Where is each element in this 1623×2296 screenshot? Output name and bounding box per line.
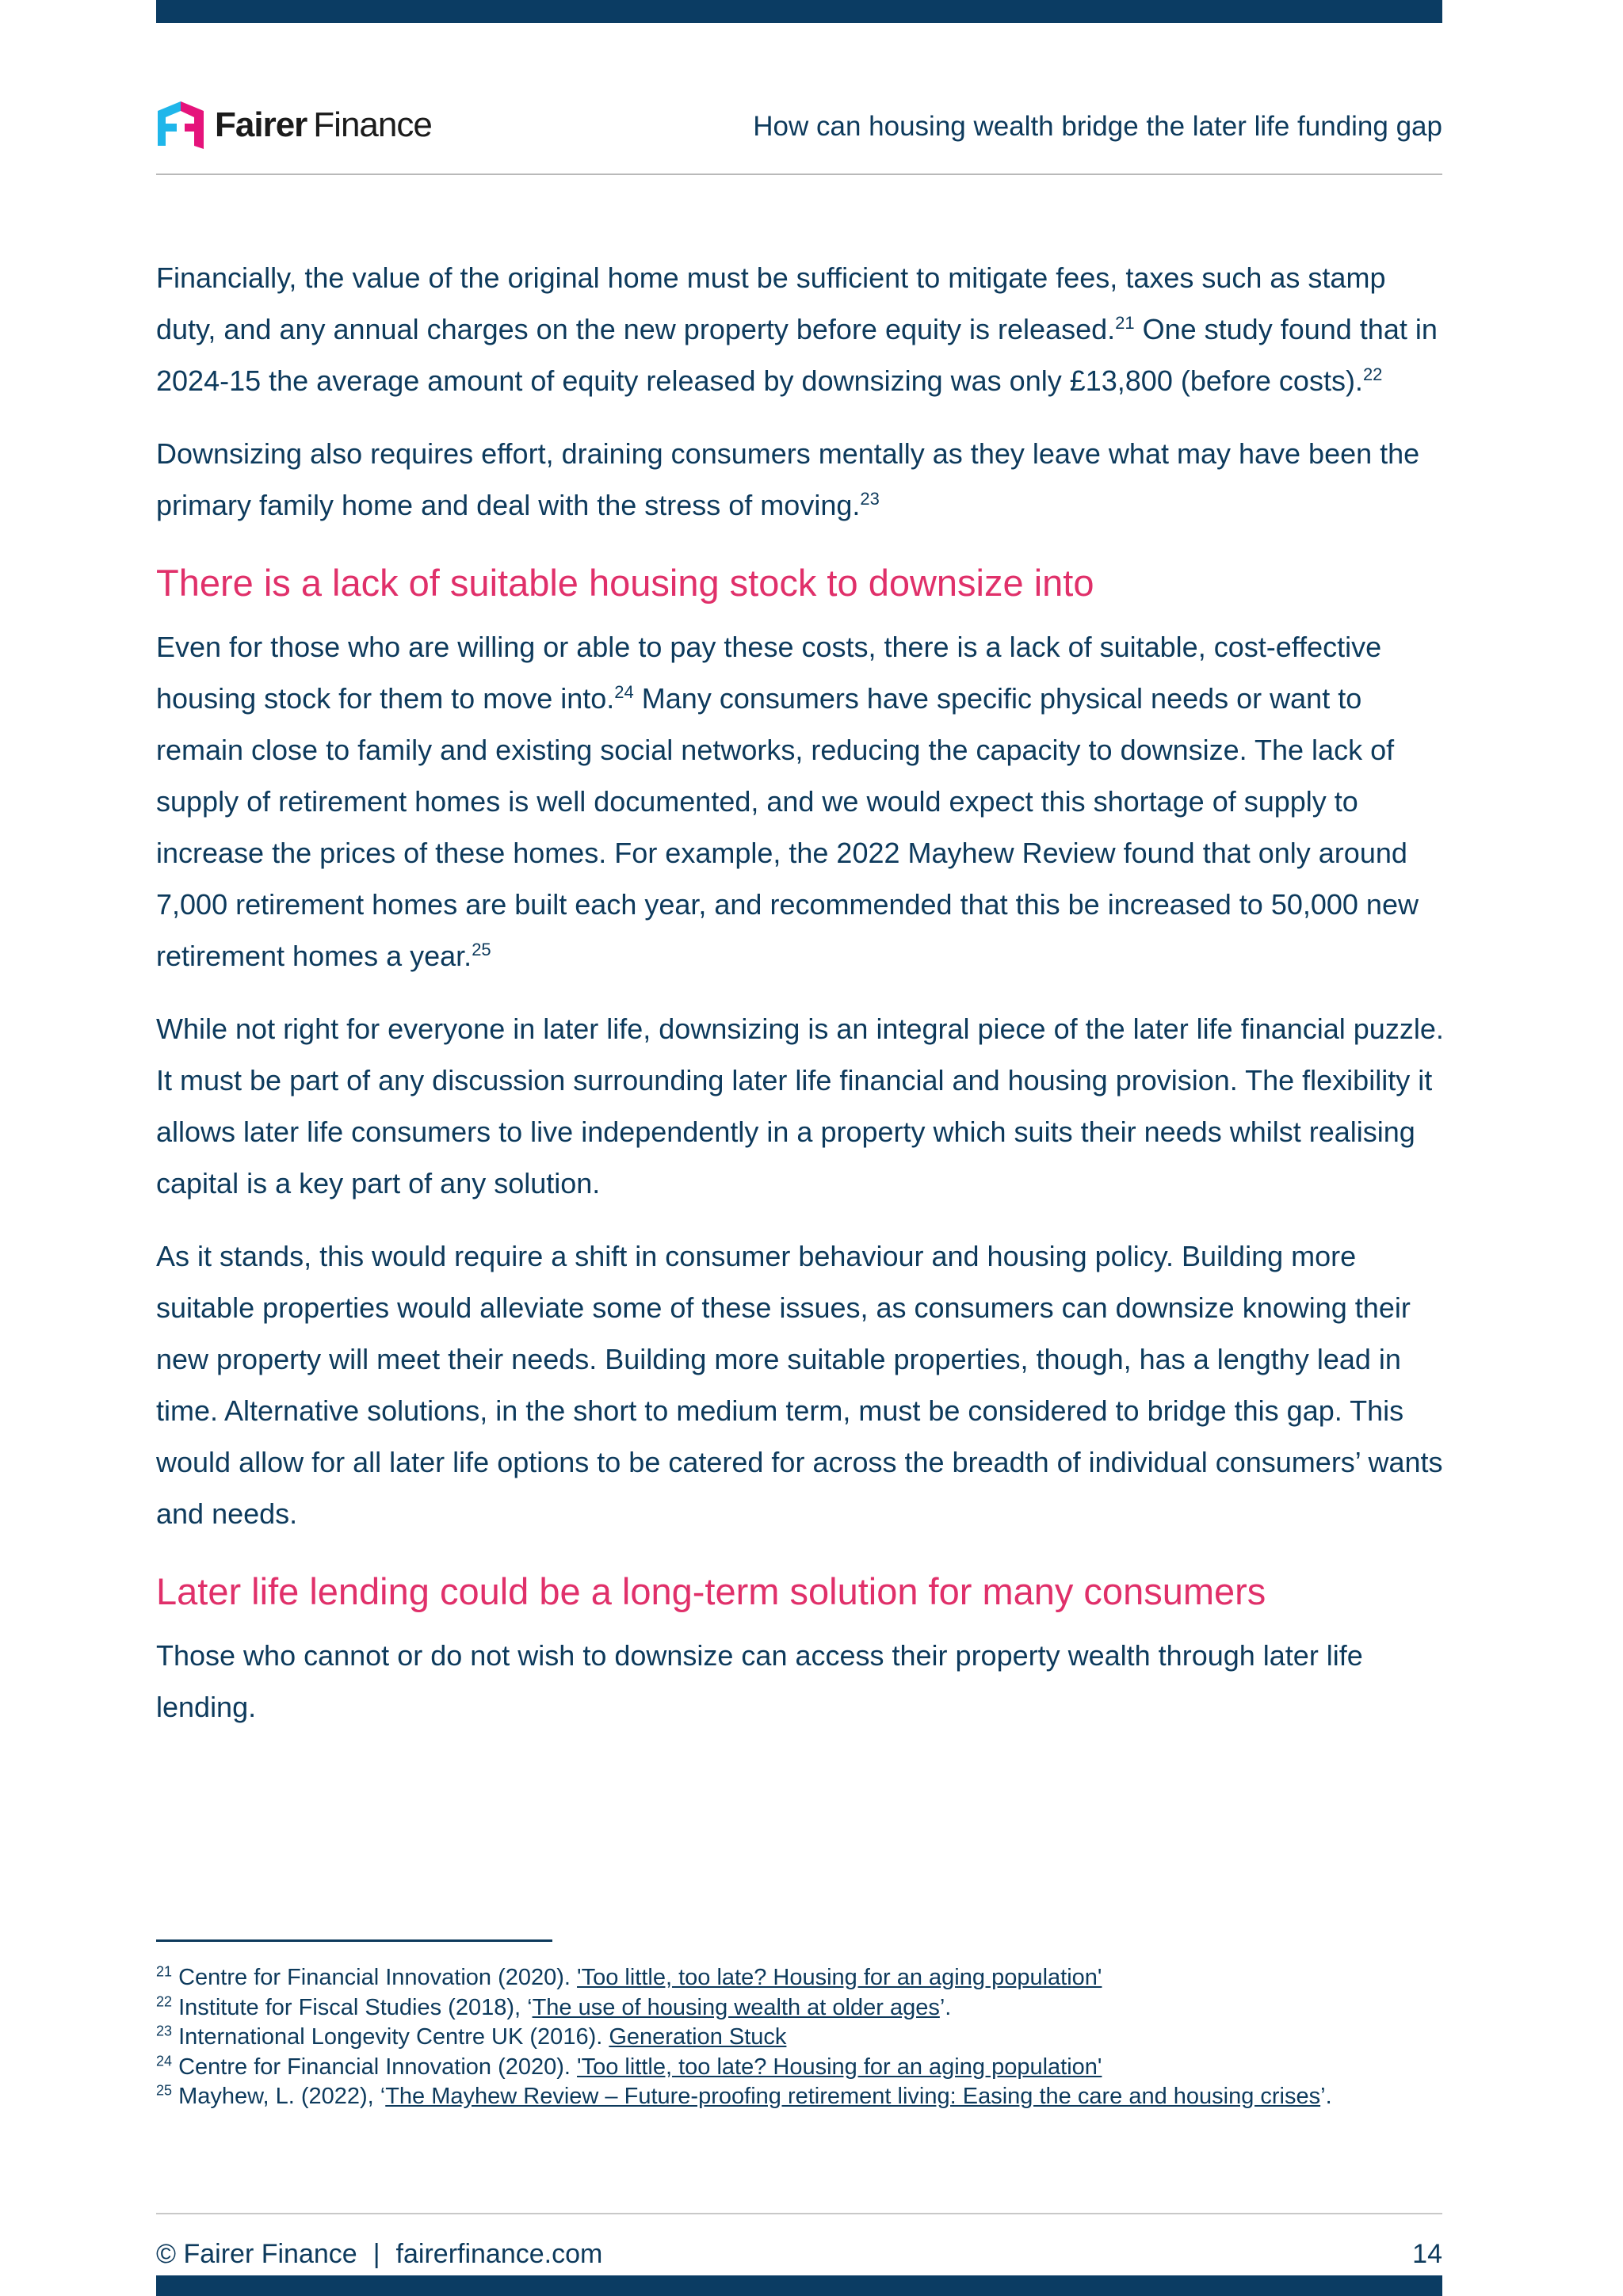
page-number: 14 bbox=[1412, 2239, 1442, 2269]
logo-wordmark bbox=[215, 105, 432, 145]
fairer-finance-logo bbox=[156, 101, 432, 149]
footnote-item bbox=[156, 2023, 1456, 2053]
logo-bold-text: Fairer bbox=[215, 105, 307, 144]
footnote-link[interactable]: 'Too little, too late? Housing for an aging population' bbox=[577, 1965, 1102, 1990]
bottom-brand-bar bbox=[156, 2275, 1442, 2296]
footnote-ref[interactable]: 24 bbox=[614, 682, 634, 702]
footnote-source: Centre for Financial Innovation (2020). bbox=[172, 1965, 578, 1990]
footnote-source: Institute for Fiscal Studies (2018), ‘ bbox=[172, 1994, 533, 2020]
paragraph-3 bbox=[156, 621, 1448, 982]
paragraph-text: Even for those who are willing or able to pay these costs, there is a lack of suitable, cost-effective housing stock for them to move into. bbox=[156, 631, 1382, 715]
paragraph-text: Many consumers have specific physical needs or want to remain close to family and existing social networks, reducing the capacity to downsize. The lack of supply of retirement homes is well documented, and we would expect this shortage of supply to increase the prices of these homes. For example, the 2022 Mayhew Review found that only around 7,000 retirement homes are built each year, and recommended that this be increased to 50,000 new retirement homes a year. bbox=[156, 682, 1419, 972]
footnote-ref[interactable]: 21 bbox=[1115, 313, 1135, 333]
ff-logo-mark-icon bbox=[156, 101, 205, 149]
footnote-divider bbox=[156, 1939, 552, 1942]
footnote-number: 23 bbox=[156, 2023, 173, 2039]
paragraph-text: Financially, the value of the original home must be sufficient to mitigate fees, taxes such as stamp duty, and any annual charges on the new property before equity is released. bbox=[156, 261, 1386, 345]
logo-light-text: Finance bbox=[313, 105, 432, 144]
paragraph-text: One study found that in 2024-15 the average amount of equity released by downsizing was only £13,800 (before costs). bbox=[156, 313, 1438, 397]
paragraph-1 bbox=[156, 252, 1448, 406]
footnote-suffix: ’. bbox=[939, 1994, 952, 2020]
footnote-number: 22 bbox=[156, 1993, 173, 2009]
page-header bbox=[156, 101, 1442, 146]
footnote-ref[interactable]: 23 bbox=[860, 489, 880, 509]
footnote-number: 25 bbox=[156, 2082, 173, 2099]
paragraph-text: Downsizing also requires effort, draining consumers mentally as they leave what may have been the primary family home and deal with the stress of moving. bbox=[156, 437, 1420, 521]
footnotes bbox=[156, 1963, 1456, 2112]
footer-divider bbox=[156, 2213, 1442, 2214]
footnote-link[interactable]: Generation Stuck bbox=[609, 2024, 787, 2050]
section-heading-housing-stock: There is a lack of suitable housing stock to downsize into bbox=[156, 562, 1094, 604]
footnote-ref[interactable]: 22 bbox=[1362, 364, 1383, 384]
footnote-suffix: ’. bbox=[1320, 2084, 1332, 2109]
footnote-number: 21 bbox=[156, 1963, 173, 1980]
paragraph-6: Those who cannot or do not wish to downsize can access their property wealth through later life lending. bbox=[156, 1639, 1363, 1723]
footnote-link[interactable]: 'Too little, too late? Housing for an aging population' bbox=[577, 2054, 1102, 2080]
paragraph-4: While not right for everyone in later life, downsizing is an integral piece of the later life financial puzzle. It must be part of any discussion surrounding later life financial and housing provision. The flexibility it allows later life consumers to live independently in a property which suits their needs whilst realising capital is a key part of any solution. bbox=[156, 1013, 1444, 1199]
top-brand-bar bbox=[156, 0, 1442, 23]
page-footer bbox=[156, 2239, 1442, 2270]
footnote-item bbox=[156, 1963, 1456, 1993]
paragraph-5: As it stands, this would require a shift in consumer behaviour and housing policy. Building more suitable properties would alleviate some of these issues, as consumers can downsize knowing their new property will meet their needs. Building more suitable properties, though, has a lengthy lead in time. Alternative solutions, in the short to medium term, must be considered to bridge this gap. This would allow for all later life options to be catered for across the breadth of individual consumers’ wants and needs. bbox=[156, 1240, 1443, 1530]
footnote-item bbox=[156, 1993, 1456, 2023]
footnote-link[interactable]: The Mayhew Review – Future-proofing retirement living: Easing the care and housing crises bbox=[385, 2084, 1321, 2109]
footnote-number: 24 bbox=[156, 2052, 173, 2069]
document-title: How can housing wealth bridge the later life funding gap bbox=[753, 111, 1442, 142]
header-divider bbox=[156, 174, 1442, 175]
footnote-source: International Longevity Centre UK (2016). bbox=[172, 2024, 609, 2050]
footnote-item bbox=[156, 2053, 1456, 2083]
footnote-link[interactable]: The use of housing wealth at older ages bbox=[532, 1994, 940, 2020]
footer-separator: | bbox=[372, 2239, 380, 2269]
footnote-item bbox=[156, 2082, 1456, 2112]
footer-website-link[interactable]: fairerfinance.com bbox=[395, 2239, 603, 2269]
footnote-source: Mayhew, L. (2022), ‘ bbox=[172, 2084, 386, 2109]
section-heading-later-life-lending: Later life lending could be a long-term solution for many consumers bbox=[156, 1570, 1266, 1612]
paragraph-2 bbox=[156, 428, 1448, 531]
footnote-ref[interactable]: 25 bbox=[472, 940, 491, 959]
footer-copyright: © Fairer Finance bbox=[156, 2239, 357, 2269]
footnote-source: Centre for Financial Innovation (2020). bbox=[172, 2054, 578, 2080]
main-content bbox=[156, 252, 1448, 1754]
